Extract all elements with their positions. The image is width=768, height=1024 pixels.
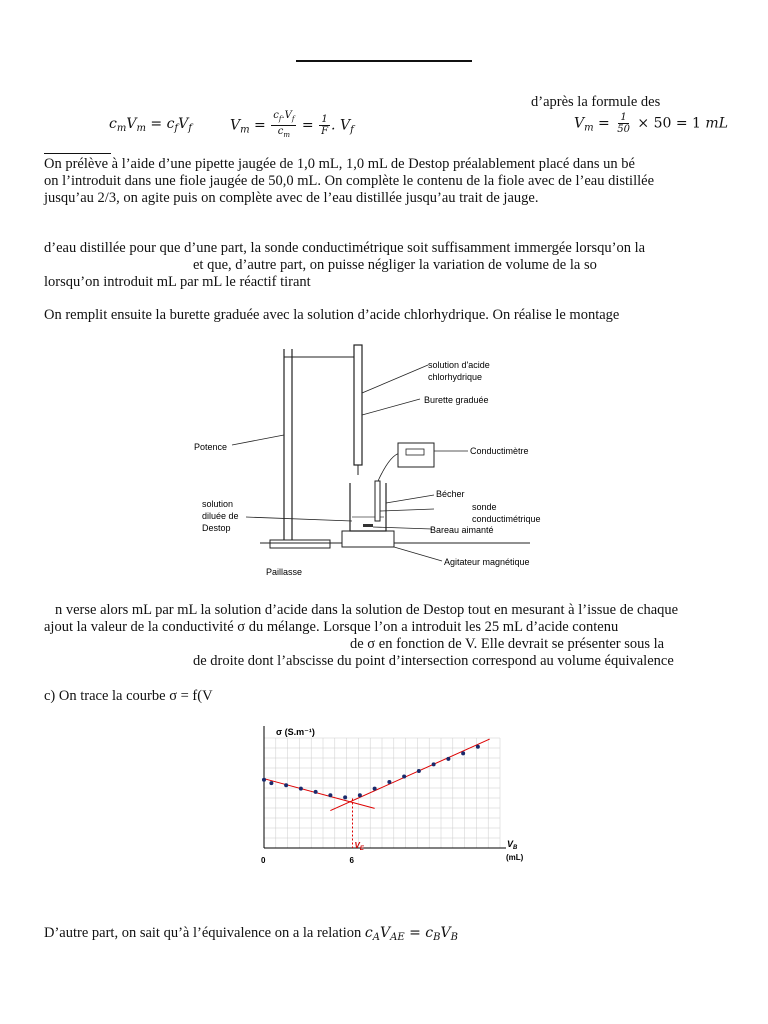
paragraph-4-line-3: de σ en fonction de V. Elle devrait se présenter sous la: [350, 636, 665, 652]
stand-base: [270, 540, 330, 548]
paragraph-4-line-1: n verse alors mL par mL la solution d’acide dans la solution de Destop tout en mesurant à l’issue de chaque: [55, 602, 679, 618]
data-point: [461, 751, 465, 755]
data-point: [358, 793, 362, 797]
burette: [354, 345, 362, 465]
data-point: [328, 793, 332, 797]
equivalence-volume-label: $V_E$: [354, 841, 364, 852]
formula-dilution: $c_mV_m = c_fV_f$: [109, 116, 192, 134]
label-diluted-1: solution: [202, 499, 234, 509]
beaker: [350, 483, 386, 531]
paragraph-5: c) On trace la courbe σ = f(V: [44, 688, 213, 704]
label-agitateur: Agitateur magnétique: [444, 557, 530, 567]
label-becher: Bécher: [436, 489, 465, 499]
x-tick-label-6: 6: [349, 856, 354, 865]
data-point: [446, 757, 450, 761]
label-burette: Burette graduée: [424, 395, 489, 405]
equivalence-relation: $c_AV_{AE} = c_BV_B$: [364, 925, 458, 943]
formula-note: d’après la formule des: [531, 94, 661, 110]
probe-cable: [378, 453, 400, 481]
titration-apparatus-diagram: [180, 335, 580, 585]
short-rule: [44, 153, 111, 154]
label-diluted-3: Destop: [202, 523, 231, 533]
data-point: [373, 787, 377, 791]
data-point: [432, 762, 436, 766]
label-sonde-1: sonde: [472, 502, 497, 512]
label-diluted-2: diluée de: [202, 511, 239, 521]
label-acid-solution-2: chlorhydrique: [428, 372, 483, 382]
data-point: [262, 778, 266, 782]
title-underline: [296, 60, 472, 62]
paragraph-1-line-2: on l’introduit dans une fiole jaugée de 50,0 mL. On complète le contenu de la fiole avec de l’eau distillée: [44, 173, 654, 189]
formula-vm: $V_m$ = $\frac{c_f.V_f}{c_m}$ = $\frac{1}{F}$ . $V_f$: [230, 110, 354, 139]
data-point: [387, 780, 391, 784]
data-point: [402, 775, 406, 779]
paragraph-6: D’autre part, on sait qu’à l’équivalence on a la relation $c_AV_{AE} = c_BV_B$: [44, 925, 458, 943]
paragraph-4-line-4: de droite dont l’abscisse du point d’intersection correspond au volume équivalence: [193, 653, 674, 669]
x-axis-unit: (mL): [506, 853, 524, 862]
data-point: [284, 783, 288, 787]
fit-line-after-equivalence: [330, 739, 489, 811]
data-point: [417, 769, 421, 773]
label-barreau: Bareau aimanté: [430, 525, 494, 535]
paragraph-2-line-1: d’eau distillée pour que d’une part, la sonde conductimétrique soit suffisamment immergée lorsqu’on la: [44, 240, 646, 256]
paragraph-4-line-2: ajout la valeur de la conductivité σ du mélange. Lorsque l’on a introduit les 25 mL d’acide contenu: [44, 619, 619, 635]
paragraph-2-line-2: et que, d’autre part, on puisse négliger la variation de volume de la so: [193, 257, 597, 273]
fit-line-before-equivalence: [264, 779, 375, 809]
x-axis-label: $V_B$: [507, 839, 518, 851]
data-point: [314, 790, 318, 794]
data-point: [269, 781, 273, 785]
label-sonde-2: conductimétrique: [472, 514, 541, 524]
paragraph-1-line-1: On prélève à l’aide d’une pipette jaugée de 1,0 mL, 1,0 mL de Destop préalablement placé dans un bé: [44, 156, 635, 172]
label-paillasse: Paillasse: [266, 567, 303, 577]
data-point: [299, 787, 303, 791]
data-point: [476, 745, 480, 749]
magnetic-stirrer: [342, 531, 394, 547]
stir-bar: [363, 524, 373, 527]
paragraph-3: On remplit ensuite la burette graduée avec la solution d’acide chlorhydrique. On réalise le montage: [44, 307, 620, 323]
paragraph-2-line-3: lorsqu’on introduit mL par mL le réactif tirant: [44, 274, 311, 290]
label-conductimetre: Conductimètre: [470, 446, 529, 456]
formula-result: $V_m$ = $\frac{1}{50}$ × 50 = 1 mL: [574, 112, 728, 135]
conductivity-chart: [250, 722, 540, 872]
data-point: [343, 795, 347, 799]
label-acid-solution-1: solution d'acide: [428, 360, 490, 370]
paragraph-1-line-3: jusqu’au 2/3, on agite puis on complète avec de l’eau distillée jusqu’au trait de jauge.: [44, 190, 539, 206]
x-origin-label: 0: [261, 856, 266, 865]
label-potence: Potence: [194, 442, 228, 452]
y-axis-label: σ (S.m⁻¹): [276, 727, 315, 737]
conductivity-probe: [375, 481, 380, 521]
